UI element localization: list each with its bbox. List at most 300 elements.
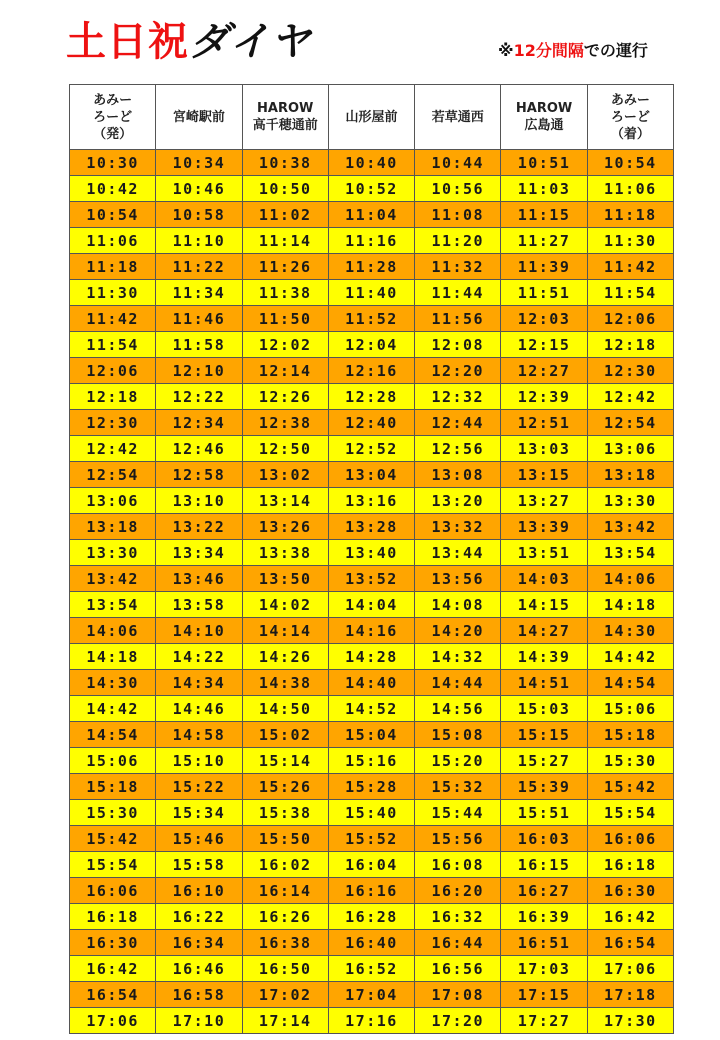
time-cell: 13:18	[587, 462, 673, 488]
time-cell: 12:44	[415, 410, 501, 436]
time-cell: 16:16	[328, 878, 414, 904]
time-cell: 16:27	[501, 878, 587, 904]
time-cell: 16:26	[242, 904, 328, 930]
table-row	[70, 800, 674, 826]
time-cell: 10:34	[156, 150, 242, 176]
time-cell: 11:30	[70, 280, 156, 306]
time-cell: 16:46	[156, 956, 242, 982]
time-cell: 13:26	[242, 514, 328, 540]
column-header-line: （着）	[610, 126, 650, 142]
time-cell: 15:14	[242, 748, 328, 774]
time-cell: 10:42	[70, 176, 156, 202]
time-cell: 12:10	[156, 358, 242, 384]
time-cell: 16:50	[242, 956, 328, 982]
time-cell: 12:50	[242, 436, 328, 462]
table-row	[70, 488, 674, 514]
time-cell: 12:15	[501, 332, 587, 358]
table-row	[70, 176, 674, 202]
time-cell: 13:18	[70, 514, 156, 540]
table-row	[70, 254, 674, 280]
time-cell: 16:03	[501, 826, 587, 852]
time-cell: 17:08	[415, 982, 501, 1008]
table-row	[70, 566, 674, 592]
time-cell: 15:40	[328, 800, 414, 826]
time-cell: 17:04	[328, 982, 414, 1008]
time-cell: 11:42	[70, 306, 156, 332]
time-cell: 17:10	[156, 1008, 242, 1034]
time-cell: 12:42	[587, 384, 673, 410]
time-cell: 13:52	[328, 566, 414, 592]
time-cell: 15:28	[328, 774, 414, 800]
time-cell: 11:14	[242, 228, 328, 254]
time-cell: 15:54	[70, 852, 156, 878]
time-cell: 15:30	[70, 800, 156, 826]
time-cell: 11:50	[242, 306, 328, 332]
time-cell: 14:14	[242, 618, 328, 644]
column-header-line: （発）	[93, 126, 133, 142]
table-row	[70, 774, 674, 800]
time-cell: 13:15	[501, 462, 587, 488]
time-cell: 15:42	[587, 774, 673, 800]
time-cell: 14:30	[587, 618, 673, 644]
time-cell: 17:18	[587, 982, 673, 1008]
table-row	[70, 956, 674, 982]
time-cell: 15:15	[501, 722, 587, 748]
time-cell: 16:08	[415, 852, 501, 878]
time-cell: 14:34	[156, 670, 242, 696]
time-cell: 16:52	[328, 956, 414, 982]
time-cell: 12:16	[328, 358, 414, 384]
time-cell: 14:10	[156, 618, 242, 644]
time-cell: 17:15	[501, 982, 587, 1008]
time-cell: 17:03	[501, 956, 587, 982]
column-header-line: あみー	[93, 92, 133, 108]
time-cell: 13:03	[501, 436, 587, 462]
time-cell: 14:22	[156, 644, 242, 670]
time-cell: 16:20	[415, 878, 501, 904]
time-cell: 13:28	[328, 514, 414, 540]
time-cell: 12:27	[501, 358, 587, 384]
column-header	[415, 85, 501, 150]
time-cell: 14:38	[242, 670, 328, 696]
table-row	[70, 280, 674, 306]
time-cell: 13:06	[70, 488, 156, 514]
time-cell: 15:39	[501, 774, 587, 800]
time-cell: 13:08	[415, 462, 501, 488]
time-cell: 13:40	[328, 540, 414, 566]
time-cell: 17:20	[415, 1008, 501, 1034]
time-cell: 13:10	[156, 488, 242, 514]
time-cell: 12:02	[242, 332, 328, 358]
table-row	[70, 696, 674, 722]
time-cell: 11:44	[415, 280, 501, 306]
column-header	[587, 85, 673, 150]
time-cell: 11:56	[415, 306, 501, 332]
time-cell: 12:22	[156, 384, 242, 410]
time-cell: 16:04	[328, 852, 414, 878]
time-cell: 13:42	[70, 566, 156, 592]
time-cell: 11:51	[501, 280, 587, 306]
time-cell: 16:10	[156, 878, 242, 904]
time-cell: 10:30	[70, 150, 156, 176]
time-cell: 14:51	[501, 670, 587, 696]
time-cell: 11:26	[242, 254, 328, 280]
time-cell: 16:54	[70, 982, 156, 1008]
time-cell: 16:34	[156, 930, 242, 956]
time-cell: 11:10	[156, 228, 242, 254]
time-cell: 11:02	[242, 202, 328, 228]
time-cell: 14:18	[70, 644, 156, 670]
timetable	[69, 84, 674, 1034]
time-cell: 14:26	[242, 644, 328, 670]
time-cell: 15:42	[70, 826, 156, 852]
time-cell: 12:32	[415, 384, 501, 410]
time-cell: 16:15	[501, 852, 587, 878]
table-row	[70, 930, 674, 956]
time-cell: 16:30	[587, 878, 673, 904]
table-row	[70, 748, 674, 774]
table-row	[70, 384, 674, 410]
time-cell: 11:27	[501, 228, 587, 254]
time-cell: 13:22	[156, 514, 242, 540]
time-cell: 13:04	[328, 462, 414, 488]
column-header-line: あみー	[610, 92, 650, 108]
time-cell: 15:27	[501, 748, 587, 774]
column-header	[156, 85, 242, 150]
time-cell: 15:18	[587, 722, 673, 748]
column-header-line: 高千穂通前	[252, 118, 318, 133]
time-cell: 15:54	[587, 800, 673, 826]
time-cell: 10:38	[242, 150, 328, 176]
time-cell: 12:34	[156, 410, 242, 436]
time-cell: 11:06	[587, 176, 673, 202]
interval-note	[498, 38, 648, 61]
time-cell: 11:46	[156, 306, 242, 332]
time-cell: 12:40	[328, 410, 414, 436]
time-cell: 15:16	[328, 748, 414, 774]
time-cell: 16:22	[156, 904, 242, 930]
time-cell: 11:32	[415, 254, 501, 280]
time-cell: 13:34	[156, 540, 242, 566]
time-cell: 12:52	[328, 436, 414, 462]
time-cell: 12:42	[70, 436, 156, 462]
time-cell: 12:14	[242, 358, 328, 384]
time-cell: 15:03	[501, 696, 587, 722]
time-cell: 14:42	[70, 696, 156, 722]
time-cell: 10:44	[415, 150, 501, 176]
time-cell: 16:56	[415, 956, 501, 982]
time-cell: 11:20	[415, 228, 501, 254]
time-cell: 15:10	[156, 748, 242, 774]
column-header	[242, 85, 328, 150]
time-cell: 16:06	[587, 826, 673, 852]
time-cell: 16:38	[242, 930, 328, 956]
time-cell: 12:30	[70, 410, 156, 436]
column-header-line: HAROW	[257, 101, 314, 116]
time-cell: 14:54	[70, 722, 156, 748]
time-cell: 16:30	[70, 930, 156, 956]
table-row	[70, 332, 674, 358]
time-cell: 11:06	[70, 228, 156, 254]
note-suffix: での運行	[583, 41, 648, 60]
title-red-part: 土日祝	[66, 19, 189, 65]
time-cell: 14:02	[242, 592, 328, 618]
time-cell: 14:06	[587, 566, 673, 592]
time-cell: 11:15	[501, 202, 587, 228]
time-cell: 16:54	[587, 930, 673, 956]
time-cell: 12:03	[501, 306, 587, 332]
time-cell: 14:04	[328, 592, 414, 618]
time-cell: 11:18	[587, 202, 673, 228]
table-row	[70, 150, 674, 176]
time-cell: 12:39	[501, 384, 587, 410]
time-cell: 12:38	[242, 410, 328, 436]
table-row	[70, 722, 674, 748]
column-header-line: HAROW	[515, 101, 573, 116]
time-cell: 11:18	[70, 254, 156, 280]
time-cell: 13:30	[587, 488, 673, 514]
time-cell: 15:18	[70, 774, 156, 800]
time-cell: 16:32	[415, 904, 501, 930]
table-row	[70, 826, 674, 852]
time-cell: 14:32	[415, 644, 501, 670]
time-cell: 15:50	[242, 826, 328, 852]
time-cell: 10:54	[70, 202, 156, 228]
time-cell: 10:56	[415, 176, 501, 202]
time-cell: 14:28	[328, 644, 414, 670]
header-row	[70, 85, 674, 150]
table-row	[70, 670, 674, 696]
time-cell: 11:16	[328, 228, 414, 254]
time-cell: 15:02	[242, 722, 328, 748]
time-cell: 11:30	[587, 228, 673, 254]
time-cell: 17:27	[501, 1008, 587, 1034]
time-cell: 11:28	[328, 254, 414, 280]
time-cell: 10:40	[328, 150, 414, 176]
time-cell: 15:22	[156, 774, 242, 800]
column-header-line: ろーど	[610, 109, 650, 125]
time-cell: 15:51	[501, 800, 587, 826]
time-cell: 15:32	[415, 774, 501, 800]
time-cell: 13:16	[328, 488, 414, 514]
time-cell: 14:52	[328, 696, 414, 722]
time-cell: 16:18	[587, 852, 673, 878]
time-cell: 14:08	[415, 592, 501, 618]
time-cell: 12:04	[328, 332, 414, 358]
table-row	[70, 514, 674, 540]
column-header-line: 宮崎駅前	[172, 109, 225, 125]
time-cell: 16:42	[70, 956, 156, 982]
time-cell: 15:30	[587, 748, 673, 774]
time-cell: 10:58	[156, 202, 242, 228]
time-cell: 17:02	[242, 982, 328, 1008]
time-cell: 12:06	[70, 358, 156, 384]
time-cell: 17:06	[70, 1008, 156, 1034]
time-cell: 11:58	[156, 332, 242, 358]
note-interval: 12分間隔	[513, 41, 584, 60]
time-cell: 10:54	[587, 150, 673, 176]
column-header-line: 山形屋前	[345, 109, 398, 125]
time-cell: 11:08	[415, 202, 501, 228]
time-cell: 17:06	[587, 956, 673, 982]
time-cell: 10:50	[242, 176, 328, 202]
time-cell: 11:40	[328, 280, 414, 306]
table-row	[70, 904, 674, 930]
time-cell: 12:08	[415, 332, 501, 358]
time-cell: 15:26	[242, 774, 328, 800]
column-header-line: 若草通西	[431, 109, 484, 125]
time-cell: 16:42	[587, 904, 673, 930]
time-cell: 11:04	[328, 202, 414, 228]
time-cell: 12:54	[587, 410, 673, 436]
time-cell: 11:39	[501, 254, 587, 280]
table-row	[70, 1008, 674, 1034]
time-cell: 10:51	[501, 150, 587, 176]
time-cell: 16:44	[415, 930, 501, 956]
time-cell: 15:06	[587, 696, 673, 722]
time-cell: 13:58	[156, 592, 242, 618]
time-cell: 15:04	[328, 722, 414, 748]
time-cell: 11:42	[587, 254, 673, 280]
time-cell: 14:50	[242, 696, 328, 722]
time-cell: 11:54	[70, 332, 156, 358]
time-cell: 12:26	[242, 384, 328, 410]
time-cell: 16:40	[328, 930, 414, 956]
time-cell: 14:27	[501, 618, 587, 644]
column-header-line: ろーど	[93, 109, 133, 125]
column-header	[501, 85, 587, 150]
time-cell: 13:54	[587, 540, 673, 566]
time-cell: 11:52	[328, 306, 414, 332]
time-cell: 14:44	[415, 670, 501, 696]
time-cell: 11:54	[587, 280, 673, 306]
time-cell: 13:42	[587, 514, 673, 540]
table-row	[70, 592, 674, 618]
time-cell: 14:18	[587, 592, 673, 618]
time-cell: 14:39	[501, 644, 587, 670]
time-cell: 15:44	[415, 800, 501, 826]
time-cell: 16:28	[328, 904, 414, 930]
time-cell: 13:56	[415, 566, 501, 592]
time-cell: 13:20	[415, 488, 501, 514]
time-cell: 14:16	[328, 618, 414, 644]
time-cell: 13:27	[501, 488, 587, 514]
time-cell: 12:18	[587, 332, 673, 358]
time-cell: 17:16	[328, 1008, 414, 1034]
time-cell: 14:42	[587, 644, 673, 670]
column-header-line: 広島通	[524, 118, 564, 133]
column-header	[70, 85, 156, 150]
time-cell: 12:51	[501, 410, 587, 436]
table-row	[70, 202, 674, 228]
time-cell: 17:30	[587, 1008, 673, 1034]
time-cell: 13:54	[70, 592, 156, 618]
time-cell: 12:06	[587, 306, 673, 332]
table-row	[70, 358, 674, 384]
time-cell: 16:51	[501, 930, 587, 956]
time-cell: 12:20	[415, 358, 501, 384]
time-cell: 14:40	[328, 670, 414, 696]
table-row	[70, 228, 674, 254]
table-row	[70, 540, 674, 566]
time-cell: 15:56	[415, 826, 501, 852]
timetable-body	[70, 150, 674, 1034]
time-cell: 13:14	[242, 488, 328, 514]
time-cell: 12:18	[70, 384, 156, 410]
time-cell: 12:46	[156, 436, 242, 462]
title-black-part: ダイヤ	[189, 19, 312, 65]
time-cell: 16:39	[501, 904, 587, 930]
table-row	[70, 618, 674, 644]
table-row	[70, 462, 674, 488]
table-row	[70, 852, 674, 878]
time-cell: 12:30	[587, 358, 673, 384]
time-cell: 11:38	[242, 280, 328, 306]
time-cell: 11:22	[156, 254, 242, 280]
table-row	[70, 436, 674, 462]
time-cell: 10:46	[156, 176, 242, 202]
time-cell: 13:39	[501, 514, 587, 540]
time-cell: 13:02	[242, 462, 328, 488]
time-cell: 16:18	[70, 904, 156, 930]
time-cell: 15:34	[156, 800, 242, 826]
page-title	[66, 14, 311, 70]
table-row	[70, 644, 674, 670]
time-cell: 15:52	[328, 826, 414, 852]
time-cell: 14:03	[501, 566, 587, 592]
time-cell: 11:34	[156, 280, 242, 306]
table-row	[70, 410, 674, 436]
note-mark: ※	[498, 41, 514, 60]
time-cell: 14:54	[587, 670, 673, 696]
time-cell: 12:56	[415, 436, 501, 462]
time-cell: 15:06	[70, 748, 156, 774]
time-cell: 15:08	[415, 722, 501, 748]
time-cell: 14:06	[70, 618, 156, 644]
time-cell: 13:44	[415, 540, 501, 566]
time-cell: 15:38	[242, 800, 328, 826]
time-cell: 10:52	[328, 176, 414, 202]
time-cell: 15:46	[156, 826, 242, 852]
time-cell: 16:06	[70, 878, 156, 904]
time-cell: 13:30	[70, 540, 156, 566]
time-cell: 13:38	[242, 540, 328, 566]
time-cell: 11:03	[501, 176, 587, 202]
time-cell: 14:46	[156, 696, 242, 722]
time-cell: 13:32	[415, 514, 501, 540]
table-row	[70, 878, 674, 904]
time-cell: 12:54	[70, 462, 156, 488]
time-cell: 14:30	[70, 670, 156, 696]
time-cell: 14:58	[156, 722, 242, 748]
column-header	[328, 85, 414, 150]
table-row	[70, 982, 674, 1008]
time-cell: 14:56	[415, 696, 501, 722]
time-cell: 12:28	[328, 384, 414, 410]
time-cell: 13:46	[156, 566, 242, 592]
time-cell: 12:58	[156, 462, 242, 488]
time-cell: 14:15	[501, 592, 587, 618]
time-cell: 16:14	[242, 878, 328, 904]
time-cell: 15:58	[156, 852, 242, 878]
time-cell: 13:51	[501, 540, 587, 566]
table-row	[70, 306, 674, 332]
time-cell: 13:50	[242, 566, 328, 592]
time-cell: 13:06	[587, 436, 673, 462]
time-cell: 17:14	[242, 1008, 328, 1034]
time-cell: 14:20	[415, 618, 501, 644]
time-cell: 16:02	[242, 852, 328, 878]
